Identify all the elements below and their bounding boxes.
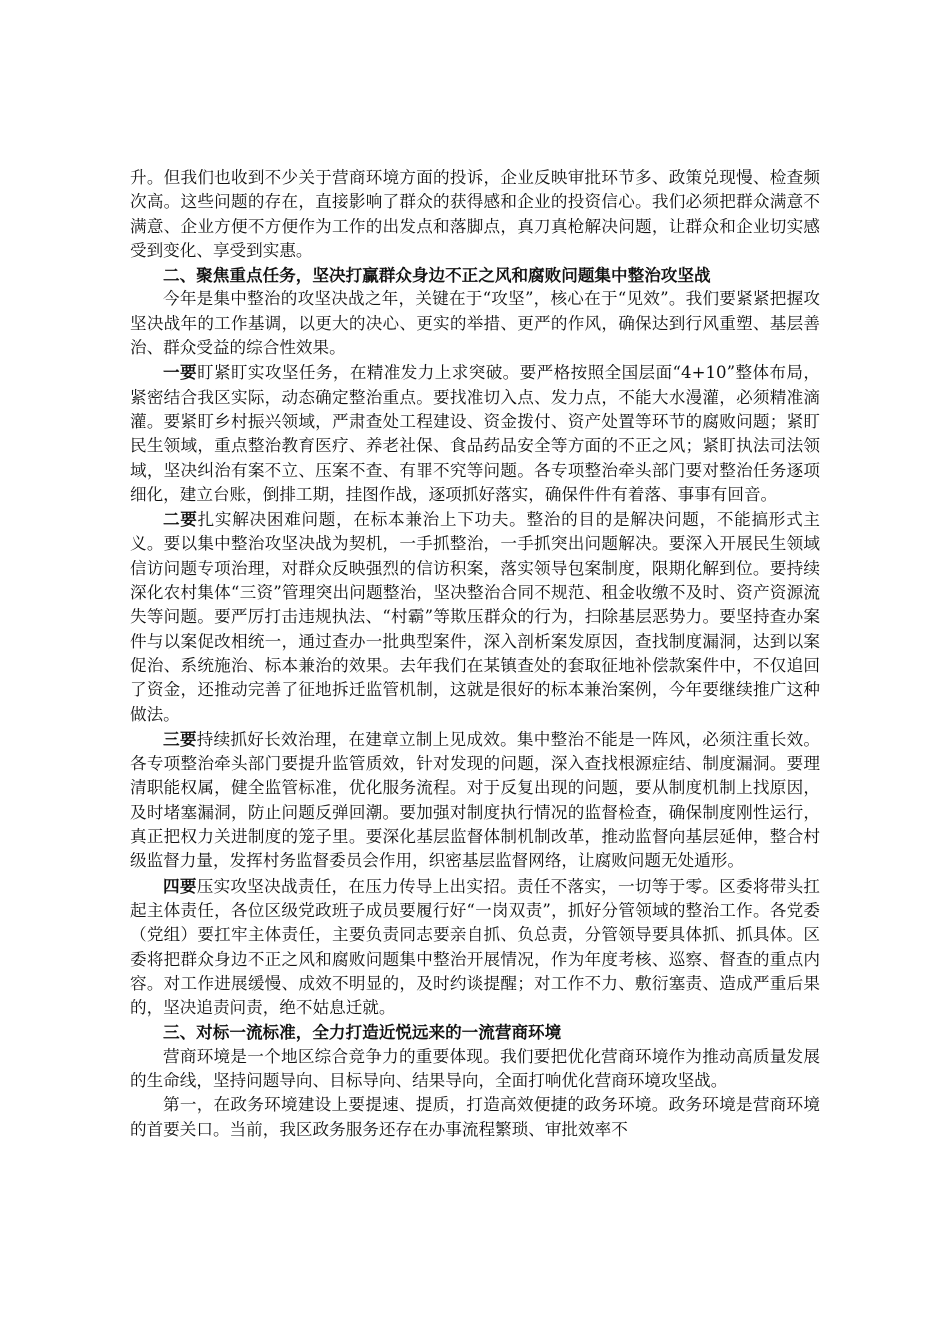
paragraph-body: 盯紧盯实攻坚任务，在精准发力上求突破。要严格按照全国层面“4+10”整体布局，紧密结合我区实际，动态确定整治重点。要找准切入点、发力点，不能大水漫灌，必须精准滴灌。要紧盯乡村振兴领域，严肃查处工程建设、资金拨付、资产处置等环节的腐败问题；紧盯民生领域，重点整治教育医疗、养老社保、食品药品安全等方面的不正之风；紧盯执法司法领域，坚决纠治有案不立、压案不查、有罪不究等问题。各专项整治牵头部门要对整治任务逐项细化，建立台账，倒排工期，挂图作战，逐项抓好落实，确保件件有着落、事事有回音。 — [130, 363, 820, 504]
section-heading-two: 二、聚焦重点任务，坚决打赢群众身边不正之风和腐败问题集中整治攻坚战 — [163, 265, 711, 286]
paragraph-continuation: 升。但我们也收到不少关于营商环境方面的投诉，企业反映审批环节多、政策兑现慢、检查频次高。这些问题的存在，直接影响了群众的获得感和企业的投资信心。我们必须把群众满意不满意、企业方便不方便作为工作的出发点和落脚点，真刀真枪解决问题，让群众和企业切实感受到变化、享受到实惠。 — [130, 168, 820, 260]
paragraph-point-four — [130, 874, 820, 1021]
paragraph-body: 压实攻坚决战责任，在压力传导上出实招。责任不落实，一切等于零。区委将带头扛起主体责任，各位区级党政班子成员要履行好“一岗双责”，抓好分管领域的整治工作。各党委（党组）要扛牢主体责任，主要负责同志要亲自抓、负总责，分管领导要具体抓、抓具体。区委将把群众身边不正之风和腐败问题集中整治开展情况，作为年度考核、巡察、督查的重点内容。对工作进展缓慢、成效不明显的，及时约谈提醒；对工作不力、敷衍塞责、造成严重后果的，坚决追责问责，绝不姑息迁就。 — [130, 876, 821, 1018]
lead-marker: 二要 — [163, 509, 198, 530]
paragraph-intro-two: 今年是集中整治的攻坚决战之年，关键在于“攻坚”，核心在于“见效”。我们要紧紧把握攻坚决战年的工作基调，以更大的决心、更实的举措、更严的作风，确保达到行风重塑、基层善治、群众受益的综合性效果。 — [130, 289, 820, 358]
paragraph-point-three — [130, 727, 820, 874]
paragraph-intro-three: 营商环境是一个地区综合竞争力的重要体现。我们要把优化营商环境作为推动高质量发展的生命线，坚持问题导向、目标导向、结果导向，全面打响优化营商环境攻坚战。 — [130, 1046, 820, 1090]
paragraph-body: 持续抓好长效治理，在建章立制上见成效。集中整治不能是一阵风，必须注重长效。各专项整治牵头部门要提升监管质效，针对发现的问题，深入查找根源症结、制度漏洞。要理清职能权属，健全监管标准，优化服务流程。对于反复出现的问题，要从制度机制上找原因，及时堵塞漏洞，防止问题反弹回潮。要加强对制度执行情况的监督检查，确保制度刚性运行，真正把权力关进制度的笼子里。要深化基层监督体制机制改革，推动监督向基层延伸，整合村级监督力量，发挥村务监督委员会作用，织密基层监督网络，让腐败问题无处遁形。 — [130, 729, 821, 871]
lead-marker: 四要 — [163, 875, 197, 896]
paragraph-point-two — [130, 507, 820, 727]
lead-marker: 一要 — [163, 362, 197, 383]
lead-marker: 三要 — [163, 728, 197, 749]
paragraph-body: 扎实解决困难问题，在标本兼治上下功夫。整治的目的是解决问题，不能搞形式主义。要以集中整治攻坚决战为契机，一手抓整治，一手抓突出问题解决。要深入开展民生领域信访问题专项治理，对群众反映强烈的信访积案，落实领导包案制度，限期化解到位。要持续深化农村集体“三资”管理突出问题整治，坚决整治合同不规范、租金收缴不及时、资产资源流失等问题。要严厉打击违规执法、“村霸”等欺压群众的行为，扫除基层恶势力。要坚持查办案件与以案促改相统一，通过查办一批典型案件，深入剖析案发原因，查找制度漏洞，达到以案促治、系统施治、标本兼治的效果。去年我们在某镇查处的套取征地补偿款案件中，不仅追回了资金，还推动完善了征地拆迁监管机制，这就是很好的标本兼治案例，今年要继续推广这种做法。 — [130, 510, 821, 724]
document-page — [130, 166, 820, 1142]
section-heading-three: 三、对标一流标准，全力打造近悦远来的一流营商环境 — [163, 1022, 562, 1043]
paragraph-point-one — [130, 360, 820, 507]
paragraph-first-item: 第一，在政务环境建设上要提速、提质，打造高效便捷的政务环境。政务环境是营商环境的首要关口。当前，我区政务服务还存在办事流程繁琐、审批效率不 — [130, 1095, 820, 1139]
